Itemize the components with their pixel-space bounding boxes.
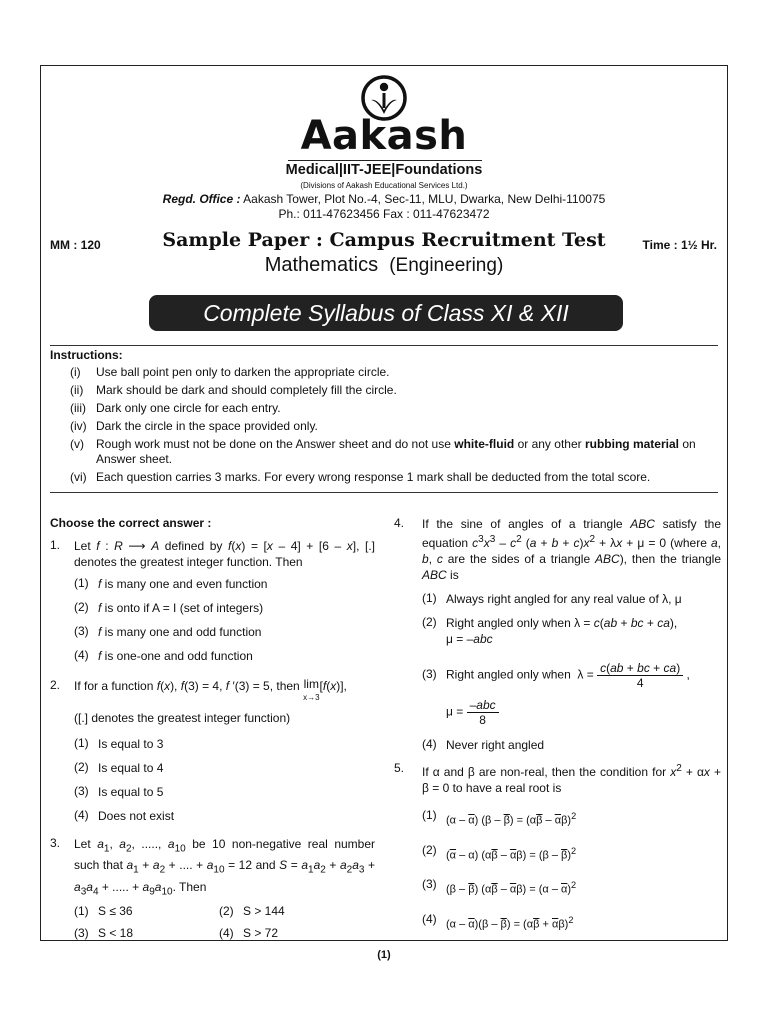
- instructions-heading: Instructions:: [50, 348, 123, 362]
- q5-option-3[interactable]: (3) $(\beta - \overline{\beta})$ $(\alpha\overline{\beta} - \overline{\alpha}\beta) = (\alpha - \overline{\alpha})^2$: [422, 877, 577, 896]
- q3-option-3[interactable]: (3) S < 18: [74, 926, 134, 941]
- paper-title: Sample Paper : Campus Recruitment Test: [162, 229, 606, 251]
- instruction-item: (iii) Dark only one circle for each entry.: [70, 400, 281, 415]
- q2-note: ([.] denotes the greatest integer function): [74, 711, 291, 725]
- question-4: 4. If the sine of angles of a triangle ABC satisfy the equation $c^3x^3 - c^2$ $(a + b + c)x^2 + \lambda x + \mu = 0$ (where a, b, c are the sides of a triangle ABC), then the triangle ABC is: [394, 516, 721, 582]
- syllabus-banner: Complete Syllabus of Class XI & XII: [149, 295, 623, 331]
- q4-option-2[interactable]: (2) Right angled only when λ = c(ab + bc + ca), μ = –abc: [422, 615, 678, 646]
- tagline: Medical|IIT-JEE|Foundations: [285, 162, 483, 178]
- q5-option-2[interactable]: (2) $(\overline{\alpha} - \alpha)$ $(\alpha\overline{\beta} - \overline{\alpha}\beta) = (\beta - \overline{\beta})^2$: [422, 842, 577, 862]
- q2-option-3[interactable]: (3) Is equal to 5: [74, 784, 164, 799]
- q3-options-row-1: [74, 904, 375, 918]
- division-note: (Divisions of Aakash Educational Services Ltd.): [300, 181, 468, 190]
- q3-options-row-2: [74, 926, 375, 940]
- q4-option-3[interactable]: (3) Right angled only when λ = $\frac{c(ab + bc + ca)}{4}$ , μ = $\frac{\text{–abc}}{8}$: [422, 661, 690, 727]
- q5-option-1[interactable]: (1) $(\alpha - \overline{\alpha})$ $(\beta - \overline{\beta}) = (\alpha\overline{\beta} - \overline{\alpha}\beta)^2$: [422, 808, 577, 827]
- divider-bottom: [50, 492, 718, 493]
- q2-option-4[interactable]: (4) Does not exist: [74, 808, 175, 823]
- subject-title: [41, 254, 727, 277]
- q5-option-4[interactable]: (4) $(\alpha - \overline{\alpha})(\beta - \overline{\beta}) = (\alpha\overline{\beta} + \overline{\alpha}\beta)^2$: [422, 911, 574, 931]
- instruction-item: (i) Use ball point pen only to darken the appropriate circle.: [70, 364, 390, 379]
- q1-option-2[interactable]: (2) f is onto if A = I (set of integers): [74, 600, 264, 615]
- q1-option-4[interactable]: (4) f is one-one and odd function: [74, 648, 253, 663]
- instruction-item: (vi) Each question carries 3 marks. For every wrong response 1 mark shall be deducted from the total score.: [70, 469, 651, 484]
- question-3: 3. Let $a_1$, $a_2$, ....., $a_{10}$ be 10 non-negative real number such that $a_1 + a_2$ + .... + $a_{10} = 12$ and $S = a_1a_2 + a_2a_3 + a_3a_4$ + ..... + $a_9a_{10}$. Then: [50, 836, 375, 900]
- question-2: 2. If for a function f(x), f(3) = 4, f ′(3) = 5, then lim x→3[f(x)],: [50, 678, 375, 704]
- q2-option-2[interactable]: (2) Is equal to 4: [74, 760, 164, 775]
- subject-name: Mathematics: [264, 254, 379, 276]
- question-4-text: If the sine of angles of a triangle ABC satisfy the equation $c^3x^3 - c^2$ $(a + b + c)x^2 + \lambda x + \mu = 0$ (where a, b, c are the sides of a triangle ABC), then the triangle ABC is: [422, 517, 721, 582]
- divider-top: [50, 345, 718, 346]
- q1-option-1[interactable]: (1) f is many one and even function: [74, 576, 268, 591]
- q3-option-4[interactable]: (4) S > 72: [219, 926, 279, 941]
- regd-label: Regd. Office :: [162, 192, 241, 206]
- instruction-item: (v) Rough work must not be done on the Answer sheet and do not use white-fluid or any other rubbing material on Answer sheet.: [70, 436, 696, 466]
- q3-option-1[interactable]: (1) S ≤ 36: [74, 904, 133, 919]
- regd-address: Aakash Tower, Plot No.-4, Sec-11, MLU, Dwarka, New Delhi-110075: [240, 192, 606, 206]
- registered-office: [41, 192, 727, 222]
- question-3-text: Let $a_1$, $a_2$, ....., $a_{10}$ be 10 non-negative real number such that $a_1 + a_2$ + .... + $a_{10} = 12$ and $S = a_1a_2 + a_2a_3 + a_3a_4$ + ..... + $a_9a_{10}$. Then: [74, 837, 376, 898]
- q2-option-1[interactable]: (1) Is equal to 3: [74, 736, 164, 751]
- question-1-text: Let f : R ⟶ A defined by f(x) = [x – 4] + [6 – x], [.] denotes the greatest integer function. Then: [74, 539, 376, 569]
- phone-fax: Ph.: 011-47623456 Fax : 011-47623472: [278, 207, 490, 221]
- section-heading: Choose the correct answer :: [50, 516, 212, 530]
- instruction-item: (iv) Dark the circle in the space provided only.: [70, 418, 318, 433]
- q4-option-1[interactable]: (1) Always right angled for any real value of λ, μ: [422, 591, 682, 606]
- question-2-text: If for a function f(x), f(3) = 4, f ′(3) = 5, then lim x→3[f(x)],: [74, 677, 347, 702]
- question-1: 1. Let f : R ⟶ A defined by f(x) = [x – 4] + [6 – x], [.] denotes the greatest integer function. Then: [50, 538, 376, 569]
- instructions-list: [50, 363, 722, 486]
- page-frame: [40, 65, 728, 941]
- instruction-item: (ii) Mark should be dark and should completely fill the circle.: [70, 382, 397, 397]
- q1-option-3[interactable]: (3) f is many one and odd function: [74, 624, 262, 639]
- brand-name: Aakash: [300, 113, 468, 159]
- subject-sub: (Engineering): [389, 255, 504, 276]
- page-number: (1): [377, 949, 391, 961]
- question-5: 5. If α and β are non-real, then the condition for $x^2 + \alpha x + \beta = 0$ to have a real root is: [394, 761, 721, 795]
- left-column: [50, 516, 375, 940]
- tagline-rule: [288, 160, 482, 161]
- q3-option-2[interactable]: (2) S > 144: [219, 904, 285, 919]
- time-allowed: Time : 1½ Hr.: [642, 238, 717, 252]
- q4-option-4[interactable]: (4) Never right angled: [422, 737, 545, 752]
- question-5-text: If α and β are non-real, then the condition for $x^2 + \alpha x + \beta = 0$ to have a real root is: [422, 763, 721, 795]
- max-marks: MM : 120: [50, 238, 101, 252]
- right-column: [394, 516, 721, 933]
